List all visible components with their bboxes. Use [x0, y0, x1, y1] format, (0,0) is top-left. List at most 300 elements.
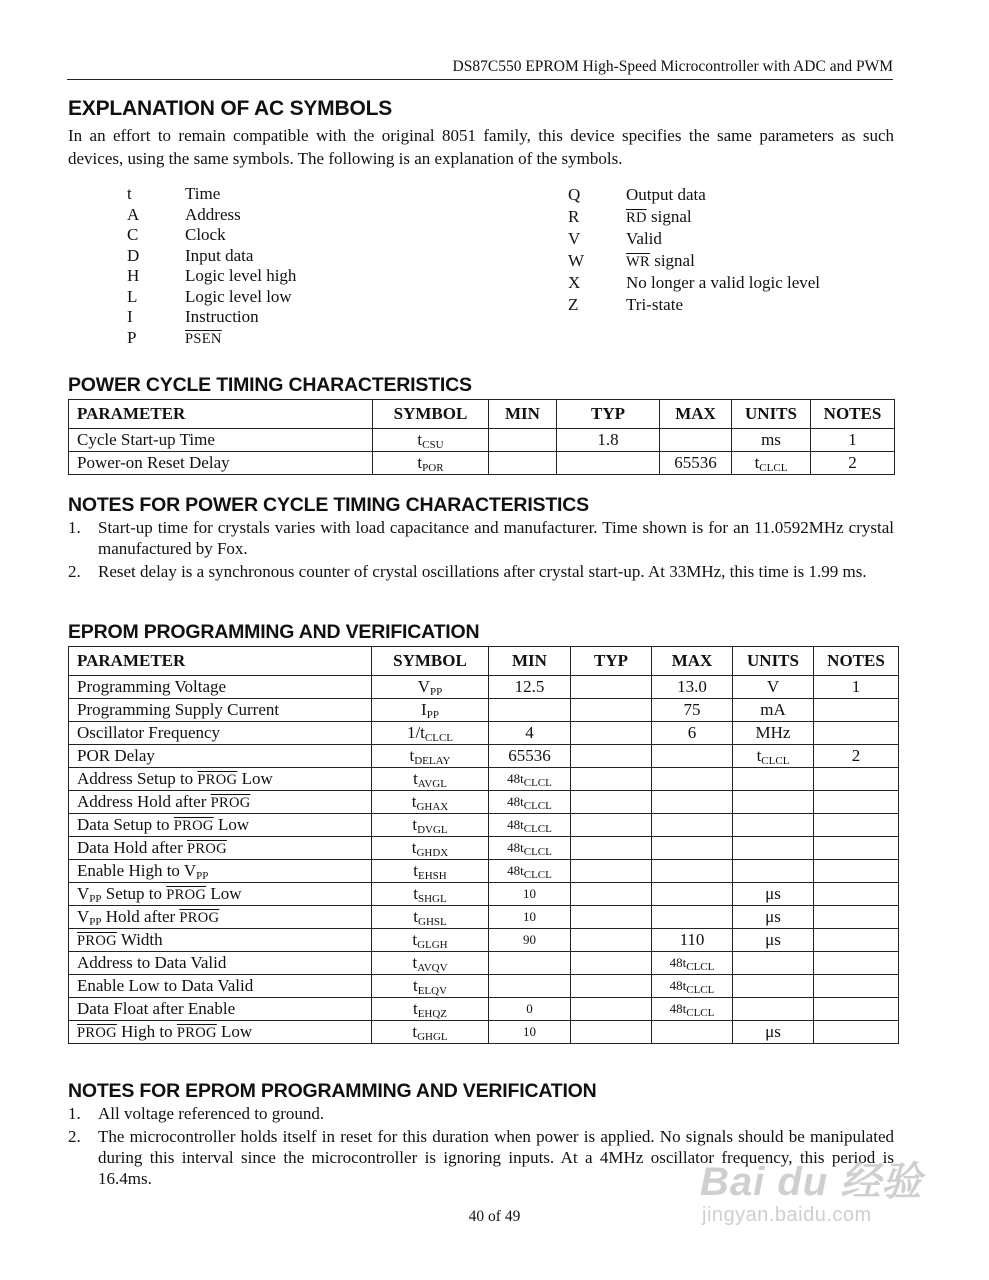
- max-cell: [652, 745, 733, 768]
- overline-signal: $\overline{WR}$: [626, 254, 650, 270]
- overline-signal: PSEN: [185, 330, 222, 347]
- column-header: NOTES: [811, 400, 895, 429]
- typ-cell: [571, 791, 652, 814]
- typ-cell: [571, 722, 652, 745]
- parameter-text: Programming Voltage: [77, 677, 227, 696]
- symbol-main: t: [417, 453, 423, 472]
- symbol-main: t: [417, 430, 423, 449]
- symbol-cell: [372, 929, 489, 952]
- symbol-subscript: CSU: [422, 439, 444, 451]
- notes-cell: [814, 791, 899, 814]
- symbol-cell: [372, 998, 489, 1021]
- min-cell: 65536: [489, 745, 571, 768]
- max-cell: 75: [652, 699, 733, 722]
- watermark: [700, 1150, 923, 1226]
- max-cell: [652, 952, 733, 975]
- max-cell: [660, 429, 732, 452]
- min-cell: [489, 452, 557, 475]
- max-cell: [652, 814, 733, 837]
- min-cell: [489, 952, 571, 975]
- parameter-cell: [69, 975, 372, 998]
- header-rule: [67, 79, 893, 80]
- typ-cell: [571, 929, 652, 952]
- symbol-subscript: CLCL: [686, 984, 715, 996]
- symbol-subscript: GHGL: [417, 1031, 448, 1043]
- symbol-main: t: [411, 838, 417, 857]
- symbol-subscript: SHGL: [418, 893, 447, 905]
- table-row: [69, 676, 899, 699]
- parameter-text: Low: [237, 768, 273, 788]
- symbol-main: t: [409, 746, 415, 765]
- symbol-main: t: [412, 976, 418, 995]
- parameter-text: V: [77, 883, 90, 903]
- symbol-main: μs: [765, 930, 781, 949]
- max-cell: [652, 860, 733, 883]
- table-row: [69, 791, 899, 814]
- typ-cell: [557, 452, 660, 475]
- units-cell: [733, 1021, 814, 1044]
- section-title-eprom: EPROM PROGRAMMING AND VERIFICATION: [68, 621, 480, 643]
- symbol-meaning: Clock: [185, 225, 226, 244]
- symbol-letter: t: [127, 184, 132, 203]
- symbol-main: t: [413, 769, 418, 788]
- symbol-main: 1/t: [406, 723, 425, 742]
- notes-cell: [814, 699, 899, 722]
- max-cell: [652, 998, 733, 1021]
- symbol-subscript: CLCL: [686, 1007, 715, 1019]
- symbol-main: ms: [761, 430, 781, 449]
- symbol-subscript: CLCL: [759, 462, 788, 474]
- notes-cell: 2: [814, 745, 899, 768]
- units-cell: [733, 975, 814, 998]
- parameter-subscript: PP: [89, 915, 102, 928]
- notes-cell: [814, 906, 899, 929]
- symbol-cell: [372, 722, 489, 745]
- overline-signal: PROG: [77, 1024, 117, 1041]
- parameter-cell: [69, 952, 372, 975]
- symbol-main: V: [417, 677, 431, 696]
- symbol-meaning: Tri-state: [626, 295, 683, 314]
- column-header: SYMBOL: [373, 400, 489, 429]
- notes-cell: 1: [814, 676, 899, 699]
- ac-symbols-intro: In an effort to remain compatible with the original 8051 family, this device specifies the same parameters as such devices, using the same symbols. The following is an explanation of the symbols.: [68, 126, 894, 168]
- typ-cell: 1.8: [557, 429, 660, 452]
- table-row: [69, 998, 899, 1021]
- units-cell: [733, 791, 814, 814]
- symbol-subscript: GHAX: [416, 801, 449, 813]
- symbol-cell: [372, 952, 489, 975]
- parameter-text: Address to Data Valid: [77, 953, 227, 972]
- symbol-subscript: CLCL: [761, 755, 790, 767]
- typ-cell: [571, 676, 652, 699]
- parameter-text: Width: [116, 929, 163, 949]
- max-cell: 13.0: [652, 676, 733, 699]
- overline-signal: $\overline{RD}$: [626, 210, 647, 226]
- overline-signal: PROG: [166, 886, 207, 903]
- note-number: 2.: [68, 1127, 81, 1146]
- table-row: [69, 860, 899, 883]
- parameter-cell: [69, 837, 372, 860]
- units-cell: [733, 699, 814, 722]
- notes-cell: [814, 860, 899, 883]
- parameter-text: Data Hold after: [77, 837, 187, 857]
- symbol-main: MHz: [755, 723, 791, 742]
- table-row: [69, 699, 899, 722]
- symbol-letter: Q: [568, 185, 581, 204]
- parameter-text: Enable High to V: [77, 861, 197, 880]
- symbol-main: μs: [765, 1022, 781, 1041]
- max-cell: 110: [652, 929, 733, 952]
- notes-cell: [814, 975, 899, 998]
- symbol-letter: V: [568, 229, 581, 248]
- symbol-cell: [372, 676, 489, 699]
- parameter-cell: [69, 699, 372, 722]
- notes-cell: [814, 814, 899, 837]
- min-cell: 90: [489, 929, 571, 952]
- parameter-text: Low: [206, 883, 242, 903]
- min-cell: 10: [489, 1021, 571, 1044]
- parameter-cell: [69, 676, 372, 699]
- symbol-subscript: AVQV: [417, 962, 448, 974]
- symbol-letter: C: [127, 225, 139, 244]
- symbol-main: 48t: [507, 794, 524, 809]
- note-number: 1.: [68, 1104, 81, 1123]
- table-row: [69, 768, 899, 791]
- min-cell: 12.5: [489, 676, 571, 699]
- min-cell: [489, 814, 571, 837]
- column-header: UNITS: [733, 647, 814, 676]
- typ-cell: [571, 975, 652, 998]
- parameter-text: Oscillator Frequency: [77, 723, 221, 742]
- note-text: Reset delay is a synchronous counter of crystal oscillations after crystal start-up. At 33MHz, this time is 1.99 ms.: [98, 562, 867, 581]
- column-header: MIN: [489, 400, 557, 429]
- min-cell: [489, 975, 571, 998]
- symbol-main: t: [412, 953, 418, 972]
- power-notes-list: [68, 517, 894, 584]
- symbol-meaning: [626, 250, 695, 273]
- parameter-text: Address Setup to: [77, 768, 198, 788]
- min-cell: [489, 837, 571, 860]
- table-row: [69, 1021, 899, 1044]
- units-cell: [733, 676, 814, 699]
- overline-signal: PROG: [77, 932, 117, 949]
- symbol-subscript: CLCL: [523, 777, 552, 789]
- max-cell: 65536: [660, 452, 732, 475]
- overline-signal: PROG: [176, 1024, 217, 1041]
- notes-cell: [814, 837, 899, 860]
- symbol-meaning: Output data: [626, 185, 706, 204]
- symbol-main: t: [754, 453, 760, 472]
- parameter-cell: [69, 722, 372, 745]
- typ-cell: [571, 837, 652, 860]
- symbol-cell: [372, 1021, 489, 1044]
- max-cell: 6: [652, 722, 733, 745]
- max-cell: [652, 906, 733, 929]
- typ-cell: [571, 768, 652, 791]
- symbol-main: I: [421, 700, 427, 719]
- units-cell: [732, 429, 811, 452]
- typ-cell: [571, 952, 652, 975]
- symbol-meaning: Valid: [626, 229, 662, 248]
- watermark-logo: Bai du 经验: [700, 1160, 923, 1204]
- max-cell: [652, 975, 733, 998]
- notes-cell: 2: [811, 452, 895, 475]
- notes-cell: [814, 722, 899, 745]
- units-cell: [732, 452, 811, 475]
- parameter-cell: Cycle Start-up Time: [69, 429, 373, 452]
- watermark-url: jingyan.baidu.com: [702, 1204, 872, 1226]
- min-cell: 0: [489, 998, 571, 1021]
- symbol-cell: [373, 452, 489, 475]
- table-row: [69, 745, 899, 768]
- typ-cell: [571, 998, 652, 1021]
- symbol-cell: [372, 837, 489, 860]
- symbol-main: μs: [765, 907, 781, 926]
- units-cell: [733, 722, 814, 745]
- symbol-subscript: GHSL: [418, 916, 447, 928]
- symbol-main: t: [413, 884, 418, 903]
- parameter-subscript: PP: [196, 870, 209, 882]
- symbol-subscript: CLCL: [523, 823, 552, 835]
- parameter-text: Data Setup to: [77, 814, 174, 834]
- parameter-subscript: PP: [89, 892, 102, 905]
- symbol-cell: [373, 429, 489, 452]
- parameter-cell: [69, 745, 372, 768]
- symbol-subscript: CLCL: [686, 961, 715, 973]
- symbol-cell: [372, 791, 489, 814]
- symbol-subscript: CLCL: [523, 846, 552, 858]
- parameter-cell: [69, 814, 372, 837]
- table-row: [69, 429, 895, 452]
- symbol-meaning: [185, 328, 222, 350]
- note-text: All voltage referenced to ground.: [98, 1104, 325, 1123]
- parameter-cell: [69, 998, 372, 1021]
- symbol-main: t: [413, 861, 418, 880]
- min-cell: [489, 699, 571, 722]
- symbol-letter: I: [127, 307, 133, 326]
- overline-signal: PROG: [210, 794, 251, 811]
- parameter-text: Low: [213, 814, 250, 834]
- parameter-text: High to: [116, 1021, 177, 1041]
- symbol-main: t: [756, 746, 762, 765]
- symbol-subscript: DELAY: [414, 755, 451, 767]
- symbol-main: 48t: [507, 863, 524, 878]
- units-cell: [733, 837, 814, 860]
- parameter-text: Enable Low to Data Valid: [77, 976, 254, 995]
- column-header: MAX: [652, 647, 733, 676]
- min-cell: [489, 791, 571, 814]
- symbol-subscript: CLCL: [523, 869, 552, 881]
- min-cell: 10: [489, 906, 571, 929]
- section-title-ac-symbols: EXPLANATION OF AC SYMBOLS: [68, 97, 393, 120]
- symbol-subscript: AVGL: [417, 778, 447, 790]
- max-cell: [652, 768, 733, 791]
- min-cell: [489, 429, 557, 452]
- power-cycle-table: [68, 399, 895, 475]
- typ-cell: [571, 745, 652, 768]
- symbol-subscript: GHDX: [416, 847, 449, 859]
- column-header: MAX: [660, 400, 732, 429]
- symbol-cell: [372, 906, 489, 929]
- table-row: [69, 929, 899, 952]
- symbol-letter: W: [568, 251, 585, 270]
- note-text: Start-up time for crystals varies with load capacitance and manufacturer. Time shown is for an 11.0592MHz crystal manufactured by Fox.: [98, 518, 894, 558]
- typ-cell: [571, 699, 652, 722]
- table-row: [69, 814, 899, 837]
- typ-cell: [571, 814, 652, 837]
- table-row: [69, 883, 899, 906]
- symbol-meaning: Time: [185, 184, 221, 203]
- page-number: 40 of 49: [468, 1208, 521, 1225]
- table-row: [69, 722, 899, 745]
- table-row: [69, 452, 895, 475]
- symbol-meaning: Address: [185, 204, 241, 224]
- symbol-main: mA: [760, 700, 786, 719]
- parameter-cell: [69, 883, 372, 906]
- symbol-subscript: CLCL: [424, 732, 454, 744]
- column-header: MIN: [489, 647, 571, 676]
- parameter-cell: [69, 768, 372, 791]
- units-cell: [733, 814, 814, 837]
- symbol-subscript: POR: [422, 462, 444, 474]
- symbol-subscript: PP: [426, 709, 439, 721]
- symbol-meaning: Instruction: [185, 307, 259, 326]
- symbol-letter: D: [127, 245, 140, 265]
- parameter-text: Data Float after Enable: [77, 999, 236, 1018]
- column-header: SYMBOL: [372, 647, 489, 676]
- symbol-subscript: PP: [430, 686, 443, 698]
- note-item: [68, 517, 894, 559]
- symbol-main: t: [413, 907, 418, 926]
- table-row: [69, 906, 899, 929]
- symbol-cell: [372, 814, 489, 837]
- notes-cell: [814, 929, 899, 952]
- units-cell: [733, 745, 814, 768]
- symbol-subscript: ELQV: [417, 985, 448, 997]
- units-cell: [733, 952, 814, 975]
- units-cell: [733, 998, 814, 1021]
- section-title-power-cycle: POWER CYCLE TIMING CHARACTERISTICS: [68, 374, 472, 396]
- units-cell: [733, 883, 814, 906]
- column-header: NOTES: [814, 647, 899, 676]
- symbol-letter: X: [568, 273, 581, 292]
- section-title-eprom-notes: NOTES FOR EPROM PROGRAMMING AND VERIFICATION: [68, 1080, 597, 1102]
- symbol-suffix: signal: [649, 251, 695, 270]
- symbol-cell: [372, 860, 489, 883]
- symbol-main: μs: [765, 884, 781, 903]
- max-cell: [652, 837, 733, 860]
- notes-cell: [814, 1021, 899, 1044]
- symbol-main: t: [412, 1022, 418, 1041]
- parameter-cell: [69, 1021, 372, 1044]
- units-cell: [733, 906, 814, 929]
- typ-cell: [571, 1021, 652, 1044]
- parameter-text: Address Hold after: [77, 791, 211, 811]
- symbol-main: t: [411, 792, 417, 811]
- notes-cell: 1: [811, 429, 895, 452]
- symbol-letter: A: [127, 204, 140, 224]
- symbol-main: t: [412, 815, 418, 834]
- overline-signal: PROG: [186, 840, 227, 857]
- typ-cell: [571, 906, 652, 929]
- symbol-meaning: Logic level high: [185, 266, 297, 285]
- eprom-table: [68, 646, 899, 1044]
- symbol-subscript: EHQZ: [417, 1008, 448, 1020]
- min-cell: 10: [489, 883, 571, 906]
- notes-cell: [814, 883, 899, 906]
- symbol-main: t: [412, 999, 418, 1018]
- symbol-letter: H: [127, 266, 140, 285]
- symbol-cell: [372, 745, 489, 768]
- symbol-meaning: [626, 206, 692, 229]
- column-header: TYP: [557, 400, 660, 429]
- typ-cell: [571, 883, 652, 906]
- column-header: PARAMETER: [69, 400, 373, 429]
- max-cell: [652, 791, 733, 814]
- parameter-cell: Power-on Reset Delay: [69, 452, 373, 475]
- min-cell: [489, 860, 571, 883]
- symbol-subscript: DVGL: [417, 824, 448, 836]
- units-cell: [733, 768, 814, 791]
- units-cell: [733, 929, 814, 952]
- symbol-cell: [372, 883, 489, 906]
- symbol-main: 48t: [507, 771, 524, 786]
- max-cell: [652, 1021, 733, 1044]
- symbol-letter: L: [127, 286, 138, 306]
- symbol-main: V: [766, 677, 780, 696]
- symbol-main: 48t: [669, 978, 687, 993]
- notes-cell: [814, 952, 899, 975]
- symbol-suffix: signal: [646, 207, 692, 226]
- symbol-main: 48t: [669, 955, 687, 970]
- symbol-main: 48t: [669, 1001, 687, 1016]
- symbol-meaning: Input data: [185, 245, 254, 265]
- parameter-text: Programming Supply Current: [77, 700, 280, 719]
- note-item: [68, 561, 894, 582]
- notes-cell: [814, 768, 899, 791]
- symbol-letter: P: [127, 327, 137, 347]
- symbol-cell: [372, 699, 489, 722]
- parameter-text: POR Delay: [77, 746, 155, 765]
- units-cell: [733, 860, 814, 883]
- overline-signal: PROG: [179, 909, 220, 926]
- symbol-letter: R: [568, 207, 580, 226]
- note-number: 2.: [68, 562, 81, 581]
- table-row: [69, 837, 899, 860]
- parameter-cell: [69, 906, 372, 929]
- max-cell: [652, 883, 733, 906]
- symbol-main: t: [412, 930, 418, 949]
- parameter-text: V: [77, 906, 90, 926]
- column-header: TYP: [571, 647, 652, 676]
- symbol-main: 48t: [507, 840, 524, 855]
- symbol-subscript: CLCL: [523, 800, 552, 812]
- table-row: [69, 952, 899, 975]
- notes-cell: [814, 998, 899, 1021]
- parameter-cell: [69, 791, 372, 814]
- symbol-main: 48t: [507, 817, 524, 832]
- overline-signal: PROG: [173, 817, 214, 834]
- note-item: [68, 1103, 894, 1124]
- overline-signal: PROG: [197, 771, 238, 788]
- table-row: [69, 975, 899, 998]
- note-text: The microcontroller holds itself in reset for this duration when power is applied. No signals should be manipulated during this interval since the microcontroller is ignoring inputs. At a 4MHz oscillator frequency, this period is 16.4ms.: [98, 1127, 894, 1188]
- typ-cell: [571, 860, 652, 883]
- symbol-letter: Z: [568, 295, 579, 314]
- symbol-subscript: EHSH: [418, 870, 447, 882]
- min-cell: 4: [489, 722, 571, 745]
- column-header: PARAMETER: [69, 647, 372, 676]
